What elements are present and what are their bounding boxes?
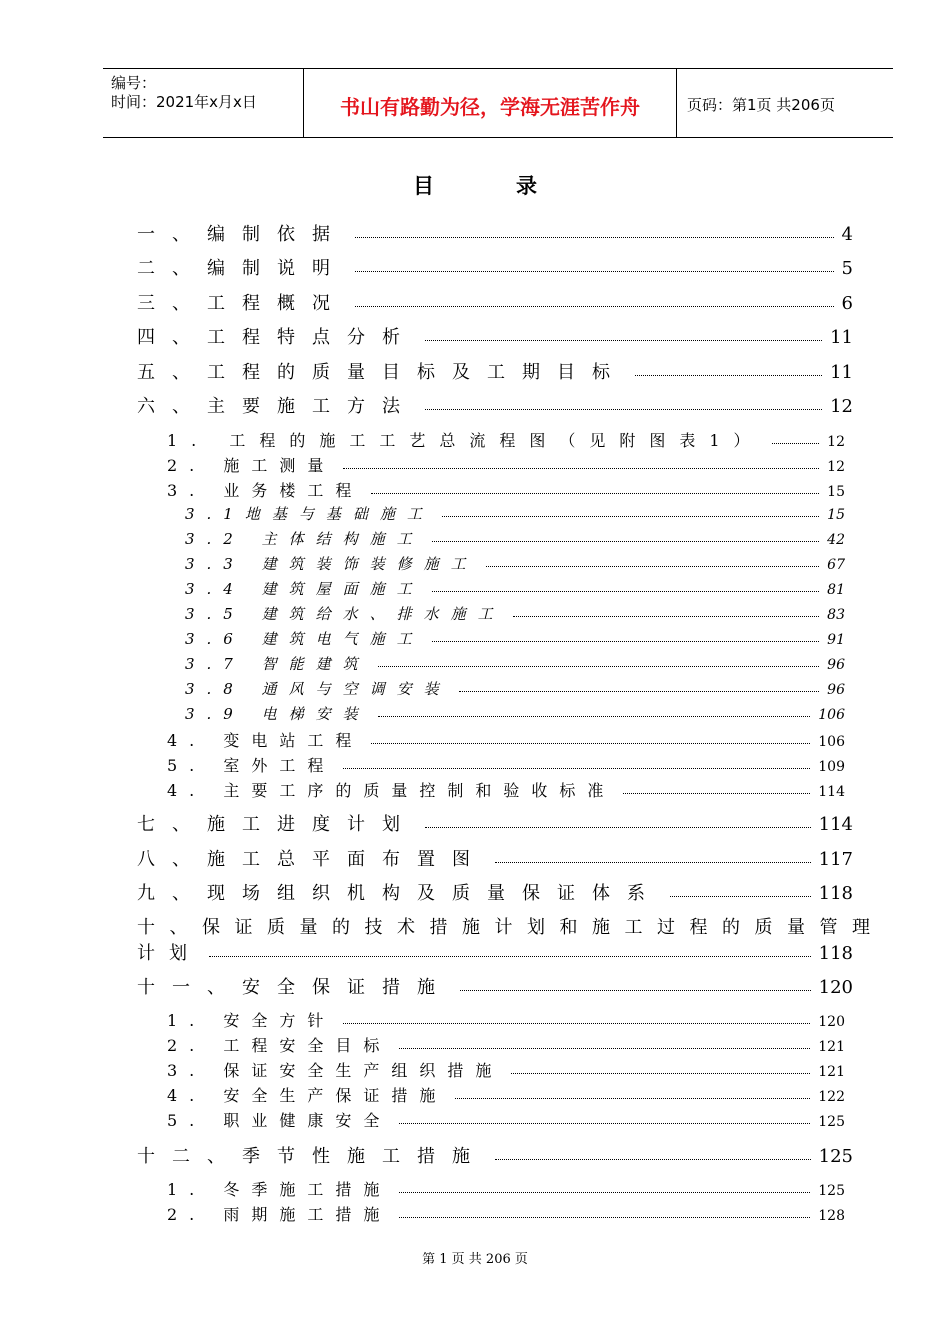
toc-entry-text: 九、现场组织机构及质量保证体系 xyxy=(137,883,662,904)
toc-entry-text: 5. 室外工程 xyxy=(167,756,336,775)
toc-entry[interactable] xyxy=(137,845,853,871)
toc-entry[interactable] xyxy=(167,1083,845,1106)
toc-entry-page: 125 xyxy=(818,1146,853,1167)
toc-entry-text: 四、工程特点分析 xyxy=(137,327,417,348)
page-info: 页码：第1页 共206页 xyxy=(687,96,835,114)
toc-leader xyxy=(399,1123,810,1124)
toc-entry-page: 12 xyxy=(830,396,853,417)
toc-leader xyxy=(635,375,822,376)
toc-entry[interactable] xyxy=(167,1058,845,1081)
toc-entry-text: 1. 工程的施工工艺总流程图（见附图表1） xyxy=(167,431,764,450)
toc-entry-text: 3.2 主体结构施工 xyxy=(185,530,424,548)
toc-entry[interactable] xyxy=(167,753,845,776)
toc-entry-text: 4. 安全生产保证措施 xyxy=(167,1086,448,1105)
toc-leader xyxy=(425,827,811,828)
toc-leader xyxy=(343,1023,810,1024)
toc-entry-page: 6 xyxy=(841,293,853,314)
toc-entry[interactable] xyxy=(137,973,853,999)
toc-entry-text: 2. 施工测量 xyxy=(167,456,336,475)
toc-entry-page: 128 xyxy=(818,1208,845,1224)
toc-entry[interactable] xyxy=(167,728,845,751)
toc-entry-text: 二、编制说明 xyxy=(137,258,347,279)
toc-entry-text: 3.4 建筑屋面施工 xyxy=(185,580,424,598)
toc-entry-page: 83 xyxy=(827,607,845,623)
toc-leader xyxy=(511,1073,810,1074)
toc-entry-text: 3.3 建筑装饰装修施工 xyxy=(185,555,478,573)
toc-entry-page: 42 xyxy=(827,532,845,548)
toc-entry[interactable] xyxy=(167,778,845,801)
toc-entry-page: 121 xyxy=(818,1064,845,1080)
toc-entry[interactable] xyxy=(167,1033,845,1056)
toc-entry-page: 15 xyxy=(827,484,845,500)
time-label: 时间：2021年x月x日 xyxy=(111,93,257,111)
toc-entry-page: 106 xyxy=(818,707,845,723)
toc-entry[interactable] xyxy=(137,220,853,246)
toc-leader xyxy=(343,768,810,769)
toc-entry-page: 120 xyxy=(818,977,853,998)
toc-leader xyxy=(670,896,811,897)
toc-leader xyxy=(495,862,811,863)
toc-entry[interactable] xyxy=(185,578,845,599)
toc-entry-text: 3.8 通风与空调安装 xyxy=(185,680,451,698)
toc-entry[interactable] xyxy=(137,879,853,905)
toc-leader xyxy=(432,641,820,642)
toc-entry-text: 计划 xyxy=(137,943,201,964)
toc-leader xyxy=(513,616,820,617)
toc-leader xyxy=(399,1217,810,1218)
toc-leader xyxy=(623,793,810,794)
toc-leader xyxy=(442,516,819,517)
toc-entry[interactable] xyxy=(167,1108,845,1131)
toc-entry[interactable] xyxy=(167,1008,845,1031)
toc-entry-page: 11 xyxy=(830,327,853,348)
toc-leader xyxy=(495,1159,811,1160)
toc-entry-page: 120 xyxy=(818,1014,845,1030)
toc-entry[interactable] xyxy=(185,628,845,649)
toc-entry[interactable] xyxy=(167,453,845,476)
toc-leader xyxy=(459,691,820,692)
toc-entry[interactable] xyxy=(137,323,853,349)
toc-leader xyxy=(399,1048,810,1049)
toc-entry[interactable] xyxy=(167,478,845,501)
toc-entry-page: 109 xyxy=(818,759,845,775)
toc-leader xyxy=(378,716,811,717)
toc-entry-text: 一、编制依据 xyxy=(137,224,347,245)
toc-entry-text: 4. 变电站工程 xyxy=(167,731,364,750)
toc-entry-text: 2. 工程安全目标 xyxy=(167,1036,392,1055)
toc-title: 目录 xyxy=(413,173,619,198)
toc-entry-page: 125 xyxy=(818,1183,845,1199)
toc-entry[interactable] xyxy=(137,810,853,836)
toc-entry-page: 96 xyxy=(827,657,845,673)
toc-entry-page: 4 xyxy=(841,224,853,245)
toc-leader xyxy=(455,1098,810,1099)
toc-entry[interactable] xyxy=(185,678,845,699)
toc-entry[interactable] xyxy=(137,1142,853,1168)
page-footer: 第 1 页 共 206 页 xyxy=(422,1252,528,1267)
toc-entry[interactable] xyxy=(167,428,845,451)
motto: 书山有路勤为径，学海无涯苦作舟 xyxy=(340,95,640,119)
toc-entry-page: 114 xyxy=(818,814,853,835)
toc-entry-text: 4. 主要工序的质量控制和验收标准 xyxy=(167,781,616,800)
toc-entry[interactable] xyxy=(185,653,845,674)
toc-entry-text: 1. 冬季施工措施 xyxy=(167,1180,392,1199)
toc-entry-page: 15 xyxy=(827,507,845,523)
toc-leader xyxy=(399,1192,810,1193)
toc-entry-text: 3. 业务楼工程 xyxy=(167,481,364,500)
toc-leader xyxy=(432,591,820,592)
toc-entry-page: 81 xyxy=(827,582,845,598)
toc-entry-text: 七、施工进度计划 xyxy=(137,814,417,835)
toc-entry-text: 1. 安全方针 xyxy=(167,1011,336,1030)
toc-entry-text: 2. 雨期施工措施 xyxy=(167,1205,392,1224)
toc-leader xyxy=(425,409,822,410)
toc-entry[interactable] xyxy=(185,553,845,574)
toc-leader xyxy=(355,271,834,272)
toc-entry-page: 5 xyxy=(841,258,853,279)
toc-entry[interactable] xyxy=(137,358,853,384)
toc-entry-text: 3.7 智能建筑 xyxy=(185,655,370,673)
toc-entry-text: 五、工程的质量目标及工期目标 xyxy=(137,362,627,383)
toc-entry-text: 十一、安全保证措施 xyxy=(137,977,452,998)
toc-entry-page: 12 xyxy=(827,459,845,475)
toc-entry[interactable] xyxy=(167,1177,845,1200)
toc-leader xyxy=(460,990,811,991)
toc-entry-text: 六、主要施工方法 xyxy=(137,396,417,417)
toc-entry-page: 122 xyxy=(818,1089,845,1105)
toc-entry-page: 114 xyxy=(818,784,845,800)
toc-entry[interactable] xyxy=(185,503,845,524)
toc-leader xyxy=(772,443,820,444)
toc-entry-page: 118 xyxy=(818,883,853,904)
toc-leader xyxy=(343,468,819,469)
toc-entry[interactable] xyxy=(185,528,845,549)
toc-leader xyxy=(425,340,822,341)
toc-entry[interactable] xyxy=(185,603,845,624)
toc-entry[interactable] xyxy=(167,1202,845,1225)
toc-entry-page: 91 xyxy=(827,632,845,648)
code-label: 编号： xyxy=(111,74,157,92)
toc-entry-page: 121 xyxy=(818,1039,845,1055)
toc-entry-text: 3.1地基与基础施工 xyxy=(185,505,434,523)
toc-leader xyxy=(371,743,810,744)
toc-entry[interactable] xyxy=(137,289,853,315)
toc-leader xyxy=(486,566,820,567)
toc-leader xyxy=(355,237,834,238)
toc-leader xyxy=(378,666,820,667)
toc-entry-page: 12 xyxy=(827,434,845,450)
toc-entry[interactable] xyxy=(137,939,853,965)
toc-entry-text: 十二、季节性施工措施 xyxy=(137,1146,487,1167)
toc-entry-page: 67 xyxy=(827,557,845,573)
toc-entry[interactable] xyxy=(185,703,845,724)
toc-leader xyxy=(432,541,820,542)
toc-leader xyxy=(371,493,819,494)
toc-entry-text: 三、工程概况 xyxy=(137,293,347,314)
toc-entry-text: 八、施工总平面布置图 xyxy=(137,849,487,870)
toc-entry-text: 3. 保证安全生产组织措施 xyxy=(167,1061,504,1080)
toc-entry-page: 106 xyxy=(818,734,845,750)
toc-entry-text: 3.5 建筑给水、排水施工 xyxy=(185,605,505,623)
toc-entry-text: 5. 职业健康安全 xyxy=(167,1111,392,1130)
toc-entry-page: 125 xyxy=(818,1114,845,1130)
toc-entry[interactable] xyxy=(137,392,853,418)
toc-leader xyxy=(209,956,811,957)
toc-entry-page: 11 xyxy=(830,362,853,383)
toc-entry-page: 96 xyxy=(827,682,845,698)
toc-leader xyxy=(355,306,834,307)
toc-entry[interactable] xyxy=(137,254,853,280)
toc-entry-page: 118 xyxy=(818,943,853,964)
toc-entry-text-wrapped[interactable]: 十、保证质量的技术措施计划和施工过程的质量管理 xyxy=(137,917,885,938)
toc-entry-text: 3.9 电梯安装 xyxy=(185,705,370,723)
toc-entry-text: 3.6 建筑电气施工 xyxy=(185,630,424,648)
toc-entry-page: 117 xyxy=(818,849,853,870)
